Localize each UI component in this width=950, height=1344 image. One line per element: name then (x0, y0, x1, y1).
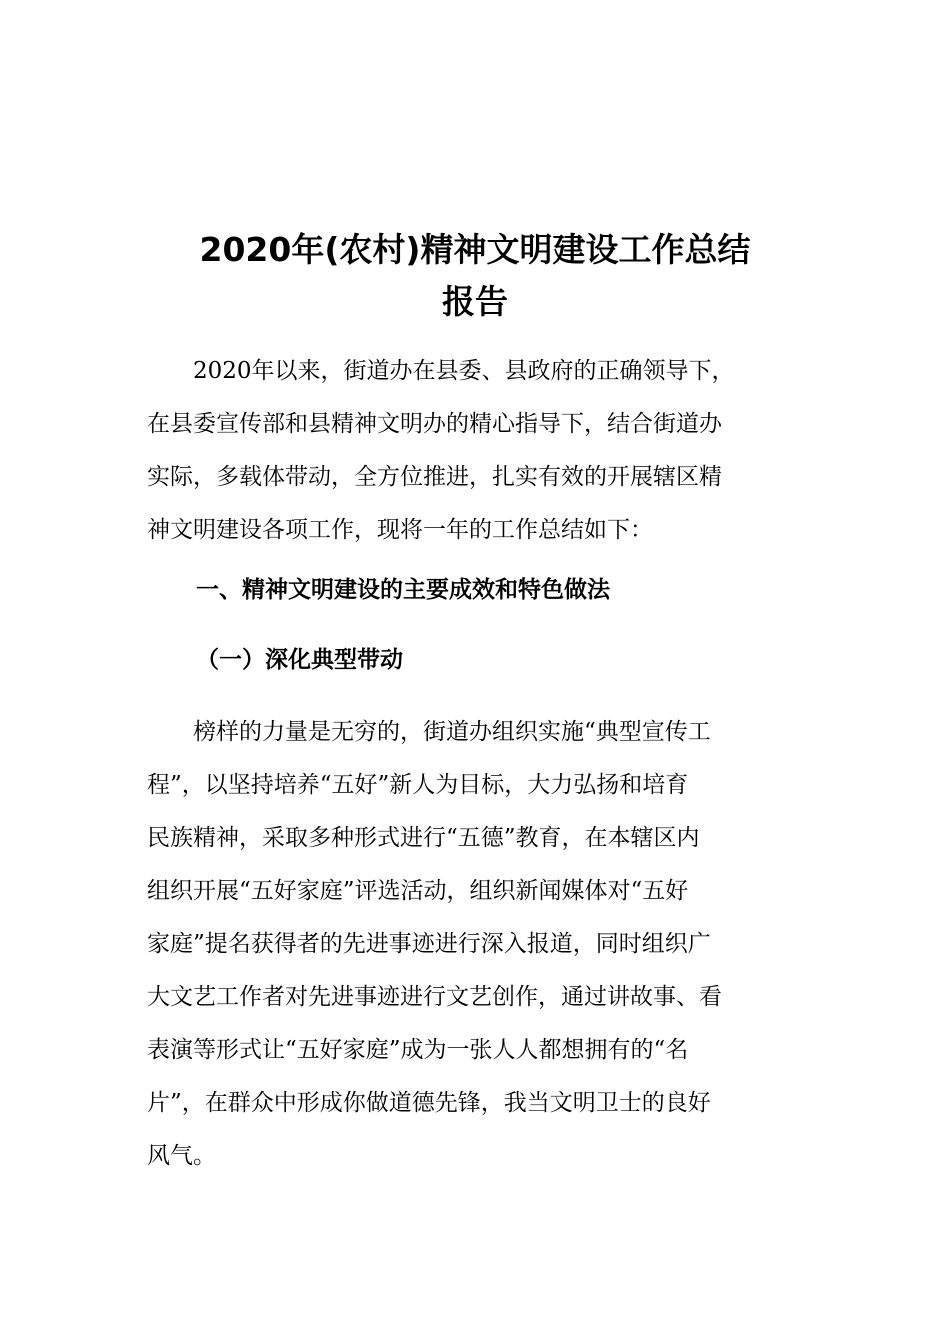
paragraph-line: 风气。 (147, 1143, 216, 1169)
paragraph-line: 榜样的力量是无穷的，街道办组织实施“典型宣传工 (147, 719, 711, 745)
paragraph-line: 程”，以坚持培养“五好”新人为目标，大力弘扬和培育 (147, 772, 689, 798)
paragraph-line: 2020年以来，街道办在县委、县政府的正确领导下， (147, 358, 735, 384)
document-title-line-2: 报告 (442, 282, 508, 321)
paragraph-line: 在县委宣传部和县精神文明办的精心指导下，结合街道办 (147, 411, 722, 437)
body-paragraph (147, 706, 797, 1183)
paragraph-line: 神文明建设各项工作，现将一年的工作总结如下： (147, 517, 653, 543)
paragraph-line: 家庭”提名获得者的先进事迹进行深入报道，同时组织广 (147, 931, 711, 957)
paragraph-line: 实际，多载体带动，全方位推进，扎实有效的开展辖区精 (147, 464, 722, 490)
paragraph-line: 大文艺工作者对先进事迹进行文艺创作，通过讲故事、看 (147, 984, 722, 1010)
paragraph-line: 表演等形式让“五好家庭”成为一张人人都想拥有的“名 (147, 1037, 689, 1063)
section-heading: 一、精神文明建设的主要成效和特色做法 (196, 577, 610, 603)
paragraph-line: 组织开展“五好家庭”评选活动，组织新闻媒体对“五好 (147, 878, 689, 904)
document-title-line-1: 2020年(农村)精神文明建设工作总结 (199, 230, 751, 269)
paragraph-line: 片”，在群众中形成你做道德先锋，我当文明卫士的良好 (147, 1090, 711, 1116)
intro-paragraph (147, 345, 797, 557)
paragraph-line: 民族精神，采取多种形式进行“五德”教育，在本辖区内 (147, 825, 700, 851)
subsection-heading: （一）深化典型带动 (196, 647, 403, 673)
